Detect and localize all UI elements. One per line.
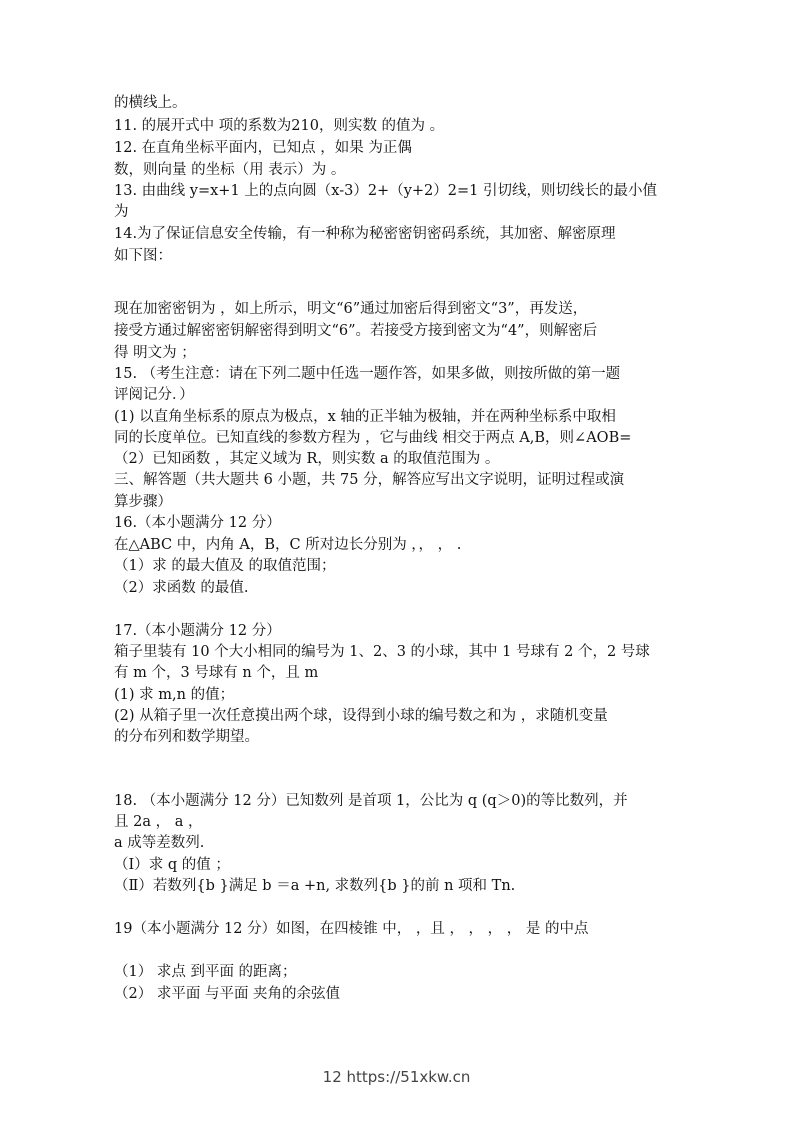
text-line: 算步骤） bbox=[114, 494, 172, 510]
text-line: （1） 求点 到平面 的距离； bbox=[114, 964, 297, 980]
text-line: （2） 求平面 与平面 夹角的余弦值 bbox=[114, 986, 341, 1002]
text-line: 同的长度单位。已知直线的参数方程为 ，它与曲线 相交于两点 A,B，则∠AOB= bbox=[114, 430, 632, 446]
question-15: 15. （考生注意：请在下列二题中任选一题作答，如果多做，则按所做的第一题 bbox=[114, 366, 621, 382]
text-line: 为 bbox=[114, 204, 129, 220]
question-14: 14.为了保证信息安全传输，有一种称为秘密密钥密码系统，其加密、解密原理 bbox=[114, 226, 616, 242]
text-line: 的分布列和数学期望。 bbox=[114, 729, 259, 745]
text-line: 的横线上。 bbox=[114, 95, 187, 111]
question-18: 18. （本小题满分 12 分）已知数列 是首项 1，公比为 q (q＞0)的等比数列，并 bbox=[114, 793, 628, 809]
text-line: 箱子里装有 10 个大小相同的编号为 1、2、3 的小球，其中 1 号球有 2 个，2 号球 bbox=[114, 644, 650, 660]
text-line: 且 2a ， a ， bbox=[114, 814, 203, 830]
text-line: 评阅记分．） bbox=[114, 387, 194, 403]
question-19: 19（本小题满分 12 分）如图，在四棱锥 中， ，且 ， ， ， ， 是 的中点 bbox=[114, 921, 589, 937]
text-line: 接受方通过解密密钥解密得到明文“6”。若接受方接到密文为“4”，则解密后 bbox=[114, 323, 598, 339]
text-line: （2）已知函数 ，其定义域为 R，则实数 a 的取值范围为 。 bbox=[114, 451, 500, 467]
text-line: （Ⅱ）若数列{b }满足 b ＝a +n, 求数列{b }的前 n 项和 Tn. bbox=[114, 878, 516, 894]
text-line: 得 明文为 ； bbox=[114, 345, 196, 361]
text-line: 有 m 个，3 号球有 n 个，且 m bbox=[114, 665, 319, 681]
text-line: (2) 从箱子里一次任意摸出两个球，设得到小球的编号数之和为 ，求随机变量 bbox=[114, 708, 608, 724]
section-heading: 三、解答题（共大题共 6 小题，共 75 分，解答应写出文字说明，证明过程或演 bbox=[114, 472, 625, 488]
text-line: (1) 以直角坐标系的原点为极点，x 轴的正半轴为极轴，并在两种坐标系中取相 bbox=[114, 409, 616, 425]
text-line: 在△ABC 中，内角 A，B，C 所对边长分别为 ，， ， . bbox=[114, 537, 462, 553]
question-11: 11. 的展开式中 项的系数为210，则实数 的值为 。 bbox=[114, 118, 445, 134]
question-16: 16.（本小题满分 12 分） bbox=[114, 515, 281, 531]
text-line: 数，则向量 的坐标（用 表示）为 。 bbox=[114, 162, 346, 178]
text-line: a 成等差数列. bbox=[114, 835, 205, 851]
question-12: 12. 在直角坐标平面内，已知点 ，如果 为正偶 bbox=[114, 140, 412, 156]
text-line: （1）求 的最大值及 的取值范围； bbox=[114, 558, 336, 574]
text-line: 现在加密密钥为 ，如上所示，明文“6”通过加密后得到密文“3”，再发送， bbox=[114, 301, 588, 317]
question-17: 17.（本小题满分 12 分） bbox=[114, 623, 281, 639]
text-line: （2）求函数 的最值. bbox=[114, 580, 249, 596]
page-footer: 12 https://51xkw.cn bbox=[322, 1068, 471, 1086]
text-line: 如下图： bbox=[114, 248, 172, 264]
text-line: （Ⅰ）求 q 的值 ； bbox=[114, 857, 230, 873]
text-line: (1) 求 m,n 的值； bbox=[114, 687, 235, 703]
question-13: 13. 由曲线 y=x+1 上的点向圆（x-3）2+（y+2）2=1 引切线，则切线长的最小值 bbox=[114, 183, 657, 199]
